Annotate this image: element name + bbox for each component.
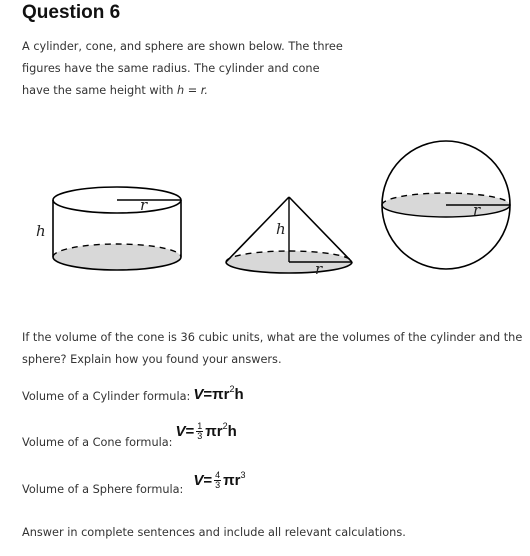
- cone-radius-label: r: [315, 260, 323, 278]
- var-v: V: [175, 423, 186, 440]
- cone-figure: [226, 197, 352, 278]
- var-h: h: [227, 423, 237, 440]
- intro-line-2: figures have the same radius. The cylinder and cone: [22, 62, 320, 75]
- cone-height-label: h: [276, 220, 286, 238]
- prompt-line-2: sphere? Explain how you found your answers.: [22, 353, 282, 366]
- prompt-line-1: If the volume of the cone is 36 cubic units, what are the volumes of the cylinder and the: [22, 331, 523, 344]
- cone-formula-label: Volume of a Cone formula:: [22, 436, 173, 449]
- intro-line-3-text: have the same height with: [22, 84, 177, 97]
- fraction-numerator: 1: [197, 421, 203, 431]
- pi-r: πr: [223, 472, 241, 489]
- sphere-formula-label: Volume of a Sphere formula:: [22, 483, 184, 496]
- intro-line-3: [22, 84, 208, 97]
- fraction-denominator: 3: [197, 431, 203, 441]
- var-v: V: [193, 386, 204, 403]
- sphere-formula-row: [22, 469, 246, 496]
- fraction-numerator: 4: [215, 470, 221, 480]
- cone-formula: [175, 422, 236, 441]
- question-title: Question 6: [22, 2, 121, 23]
- answer-instruction: Answer in complete sentences and include all relevant calculations.: [22, 526, 406, 539]
- cylinder-formula-row: [22, 383, 244, 403]
- four-thirds-fraction: [214, 471, 221, 490]
- one-third-fraction: [196, 422, 203, 441]
- sphere-radius-label: r: [473, 201, 481, 219]
- squared: 2: [222, 420, 228, 431]
- equals: =: [185, 423, 195, 440]
- sphere-formula: [193, 471, 245, 490]
- cylinder-radius-label: r: [140, 196, 148, 214]
- intro-eq-sign: =: [184, 84, 201, 97]
- var-v: V: [193, 472, 204, 489]
- intro-line-1: A cylinder, cone, and sphere are shown below. The three: [22, 40, 343, 53]
- equals: =: [203, 472, 213, 489]
- pi-r: πr: [205, 423, 223, 440]
- intro-var-r: r.: [200, 84, 208, 97]
- intro-var-h: h: [176, 84, 185, 97]
- squared: 2: [229, 383, 235, 394]
- var-h: h: [234, 386, 244, 403]
- cubed: 3: [240, 469, 246, 480]
- pi-r: πr: [212, 386, 230, 403]
- cylinder-formula: [193, 383, 244, 403]
- figures-illustration: [0, 130, 530, 280]
- cylinder-formula-label: Volume of a Cylinder formula:: [22, 390, 191, 403]
- equals: =: [203, 386, 213, 403]
- cylinder-height-label: h: [36, 222, 46, 240]
- cylinder-figure: [36, 187, 181, 270]
- fraction-denominator: 3: [215, 480, 221, 490]
- cone-formula-row: [22, 420, 237, 449]
- sphere-figure: [382, 141, 510, 269]
